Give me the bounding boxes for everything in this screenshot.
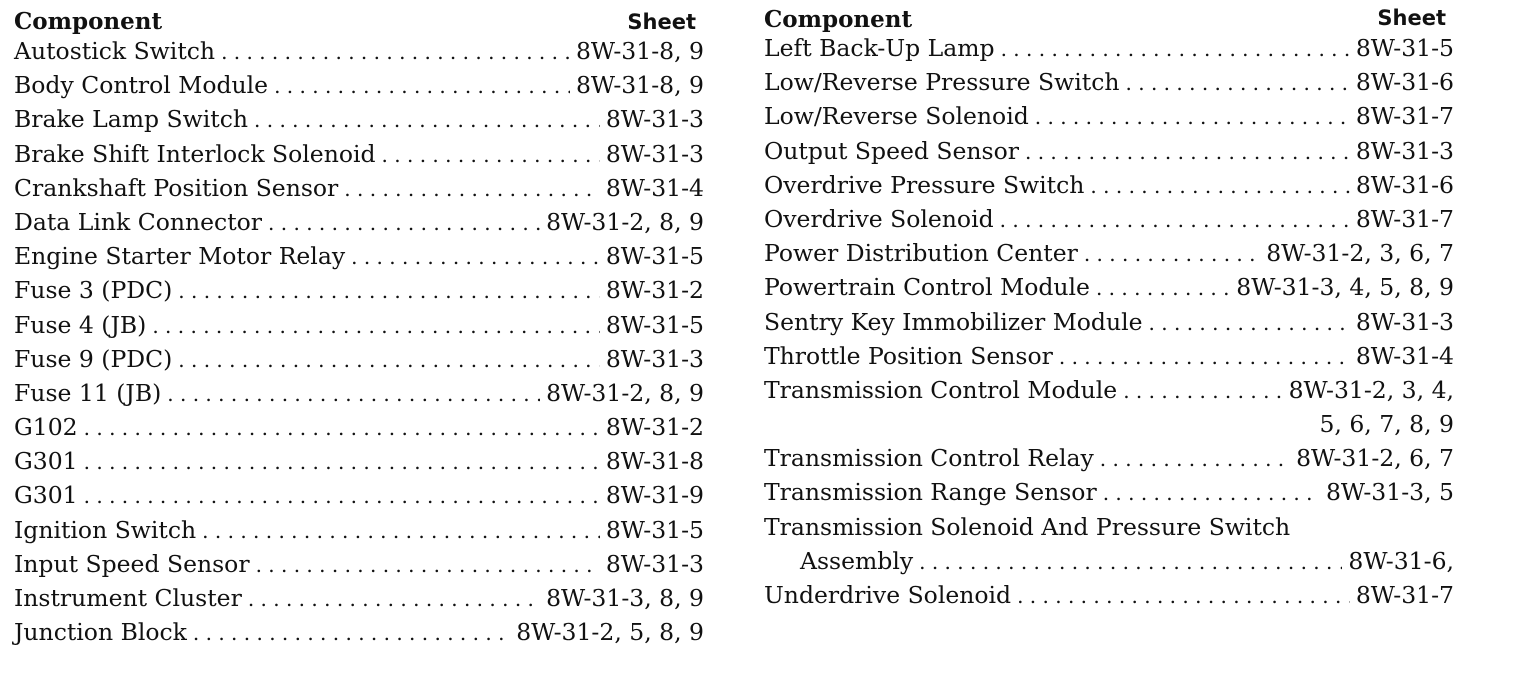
component-name: Fuse 4 (JB)	[14, 310, 147, 339]
component-row	[764, 65, 1454, 99]
dot-leader	[1090, 169, 1349, 203]
component-name: Brake Shift Interlock Solenoid	[14, 139, 376, 168]
component-row	[764, 441, 1454, 475]
component-row	[14, 478, 704, 512]
sheet-reference-continuation: 5, 6, 7, 8, 9	[1319, 410, 1454, 439]
component-row	[14, 34, 704, 68]
right-component-list	[764, 31, 1454, 612]
sheet-reference: 8W-31-3	[605, 549, 704, 578]
right-header	[764, 0, 1454, 31]
component-name: Throttle Position Sensor	[764, 341, 1053, 370]
dot-leader	[178, 274, 600, 308]
sheet-reference: 8W-31-3	[605, 139, 704, 168]
component-row	[14, 513, 704, 547]
component-name: Power Distribution Center	[764, 239, 1078, 268]
sheet-reference: 8W-31-2, 8, 9	[546, 207, 704, 236]
component-name: G301	[14, 481, 78, 510]
dot-leader	[84, 411, 600, 445]
component-column-header: Component	[14, 8, 163, 35]
component-row-continuation	[764, 544, 1454, 578]
sheet-reference: 8W-31-3	[605, 105, 704, 134]
component-row	[14, 239, 704, 273]
sheet-reference: 8W-31-6	[1355, 68, 1454, 97]
component-row	[14, 615, 704, 649]
component-name: Low/Reverse Solenoid	[764, 102, 1029, 131]
component-row	[764, 99, 1454, 133]
component-name: Underdrive Solenoid	[764, 581, 1012, 609]
sheet-reference: 8W-31-4	[1355, 341, 1454, 370]
dot-leader	[84, 479, 600, 513]
sheet-reference: 8W-31-3	[605, 344, 704, 373]
dot-leader	[351, 240, 600, 274]
component-row	[14, 171, 704, 205]
left-header	[14, 0, 704, 34]
sheet-reference: 8W-31-5	[605, 242, 704, 271]
dot-leader	[1025, 135, 1350, 169]
component-name: Autostick Switch	[14, 37, 216, 65]
component-name: Crankshaft Position Sensor	[14, 173, 339, 202]
sheet-reference: 8W-31-8, 9	[575, 37, 704, 65]
component-row	[14, 273, 704, 307]
component-row	[14, 547, 704, 581]
component-name: Engine Starter Motor Relay	[14, 242, 346, 271]
dot-leader	[1035, 100, 1350, 134]
sheet-column-header: Sheet	[1377, 6, 1446, 30]
component-row	[14, 376, 704, 410]
sheet-reference: 8W-31-2, 5, 8, 9	[516, 618, 704, 647]
sheet-reference: 8W-31-6,	[1348, 546, 1454, 575]
component-name: Powertrain Control Module	[764, 273, 1090, 302]
component-name: Fuse 3 (PDC)	[14, 276, 173, 305]
component-name: Left Back-Up Lamp	[764, 34, 995, 62]
sheet-column-header: Sheet	[627, 10, 696, 34]
sheet-reference: 8W-31-7	[1355, 102, 1454, 131]
dot-leader	[248, 582, 540, 616]
component-name: Transmission Control Relay	[764, 444, 1094, 473]
component-row	[764, 134, 1454, 168]
dot-leader	[1126, 66, 1350, 100]
component-row	[14, 308, 704, 342]
dot-leader	[274, 69, 570, 103]
component-name: Fuse 9 (PDC)	[14, 344, 173, 373]
component-name: G301	[14, 447, 78, 476]
dot-leader	[1001, 32, 1350, 66]
dot-leader	[1149, 306, 1350, 340]
dot-leader	[152, 309, 600, 343]
sheet-reference: 8W-31-8, 9	[575, 71, 704, 100]
component-name: Output Speed Sensor	[764, 136, 1019, 165]
component-name: Transmission Control Module	[764, 375, 1118, 404]
component-row	[14, 581, 704, 615]
dot-leader	[254, 103, 600, 137]
component-name: Instrument Cluster	[14, 584, 242, 612]
dot-leader	[256, 548, 600, 582]
sheet-reference: 8W-31-2, 8, 9	[546, 378, 704, 407]
dot-leader	[268, 206, 540, 240]
sheet-reference: 8W-31-4	[605, 173, 704, 202]
sheet-reference: 8W-31-2	[605, 276, 704, 305]
sheet-reference: 8W-31-3	[1355, 307, 1454, 336]
sheet-reference: 8W-31-3, 5	[1325, 478, 1454, 507]
component-name: Input Speed Sensor	[14, 549, 250, 578]
sheet-reference: 8W-31-2, 6, 7	[1296, 444, 1454, 473]
component-name: Overdrive Pressure Switch	[764, 170, 1085, 199]
sheet-reference: 8W-31-8	[605, 447, 704, 476]
component-row	[14, 102, 704, 136]
sheet-reference: 8W-31-2	[605, 413, 704, 442]
sheet-reference: 8W-31-3, 4, 5, 8, 9	[1236, 273, 1454, 302]
component-row	[764, 270, 1454, 304]
dot-leader	[1123, 374, 1282, 408]
component-row	[14, 68, 704, 102]
left-component-list	[14, 34, 704, 649]
component-row	[764, 236, 1454, 270]
dot-leader	[1084, 237, 1260, 271]
right-column	[764, 0, 1454, 612]
dot-leader	[919, 545, 1342, 579]
component-row	[764, 373, 1454, 407]
dot-leader	[221, 35, 570, 69]
component-name: Transmission Solenoid And Pressure Switch	[764, 512, 1291, 541]
dot-leader	[167, 377, 540, 411]
left-column	[14, 0, 704, 649]
component-row	[764, 578, 1454, 612]
component-row	[764, 305, 1454, 339]
sheet-reference: 8W-31-2, 3, 6, 7	[1266, 239, 1454, 268]
component-name-continuation: Assembly	[800, 546, 914, 575]
dot-leader	[1000, 203, 1350, 237]
component-row	[764, 510, 1454, 544]
component-row	[764, 339, 1454, 373]
dot-leader	[1100, 442, 1290, 476]
component-row	[14, 342, 704, 376]
sheet-reference: 8W-31-5	[605, 310, 704, 339]
component-row	[14, 137, 704, 171]
sheet-reference: 8W-31-2, 3, 4,	[1288, 375, 1454, 404]
component-row	[764, 475, 1454, 509]
component-row	[14, 410, 704, 444]
component-row	[764, 31, 1454, 65]
component-row	[14, 205, 704, 239]
component-name: Low/Reverse Pressure Switch	[764, 68, 1120, 97]
component-row	[764, 168, 1454, 202]
component-name: Overdrive Solenoid	[764, 204, 994, 233]
component-row	[14, 444, 704, 478]
component-name: Data Link Connector	[14, 207, 263, 236]
dot-leader	[1017, 579, 1350, 613]
sheet-reference: 8W-31-3	[1355, 136, 1454, 165]
sheet-reference: 8W-31-6	[1355, 170, 1454, 199]
dot-leader	[1096, 271, 1230, 305]
dot-leader	[1059, 340, 1350, 374]
component-name: Sentry Key Immobilizer Module	[764, 307, 1143, 336]
dot-leader	[193, 616, 510, 650]
dot-leader	[382, 138, 600, 172]
dot-leader	[84, 445, 600, 479]
component-name: Body Control Module	[14, 71, 269, 100]
component-row	[764, 202, 1454, 236]
component-name: G102	[14, 413, 78, 442]
component-name: Fuse 11 (JB)	[14, 378, 162, 407]
sheet-reference: 8W-31-5	[605, 515, 704, 544]
component-column-header: Component	[764, 6, 913, 33]
component-name: Brake Lamp Switch	[14, 105, 249, 134]
dot-leader	[202, 514, 600, 548]
sheet-reference: 8W-31-3, 8, 9	[546, 584, 704, 612]
component-name: Ignition Switch	[14, 515, 197, 544]
sheet-reference: 8W-31-5	[1355, 34, 1454, 62]
dot-leader	[344, 172, 600, 206]
sheet-reference: 8W-31-7	[1355, 581, 1454, 609]
dot-leader	[178, 343, 600, 377]
sheet-reference: 8W-31-7	[1355, 204, 1454, 233]
sheet-reference: 8W-31-9	[605, 481, 704, 510]
component-name: Junction Block	[14, 618, 187, 647]
component-name: Transmission Range Sensor	[764, 478, 1097, 507]
dot-leader	[1103, 476, 1320, 510]
